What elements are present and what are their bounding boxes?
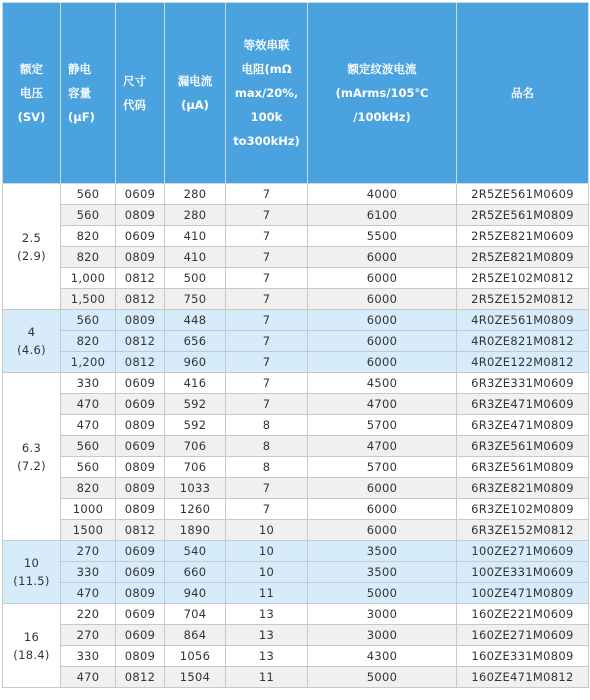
capacitor-spec-table: [2, 2, 589, 688]
leakage-cell: 660: [165, 562, 226, 583]
capacitance-cell: 470: [61, 415, 116, 436]
size-code-cell: 0609: [116, 436, 165, 457]
part-number-cell: 2R5ZE561M0809: [457, 205, 589, 226]
esr-cell: 11: [226, 583, 308, 604]
size-code-cell: 0609: [116, 226, 165, 247]
ripple-cell: 3000: [308, 625, 457, 646]
ripple-cell: 5500: [308, 226, 457, 247]
table-row: [3, 331, 589, 352]
capacitance-cell: 220: [61, 604, 116, 625]
size-code-cell: 0609: [116, 373, 165, 394]
leakage-cell: 960: [165, 352, 226, 373]
esr-cell: 7: [226, 394, 308, 415]
leakage-cell: 706: [165, 457, 226, 478]
ripple-cell: 6000: [308, 268, 457, 289]
size-code-cell: 0609: [116, 625, 165, 646]
ripple-cell: 3500: [308, 562, 457, 583]
ripple-cell: 5700: [308, 415, 457, 436]
capacitance-cell: 1,500: [61, 289, 116, 310]
part-number-cell: 4R0ZE821M0812: [457, 331, 589, 352]
table-row: [3, 436, 589, 457]
part-number-cell: 100ZE271M0609: [457, 541, 589, 562]
esr-cell: 7: [226, 289, 308, 310]
leakage-cell: 1033: [165, 478, 226, 499]
voltage-group-cell: [3, 184, 61, 310]
capacitance-cell: 820: [61, 247, 116, 268]
ripple-cell: 6000: [308, 520, 457, 541]
ripple-cell: 6100: [308, 205, 457, 226]
ripple-cell: 6000: [308, 247, 457, 268]
table-row: [3, 352, 589, 373]
esr-cell: 7: [226, 310, 308, 331]
size-code-cell: 0812: [116, 289, 165, 310]
capacitance-cell: 1500: [61, 520, 116, 541]
table-row: [3, 499, 589, 520]
leakage-cell: 750: [165, 289, 226, 310]
ripple-cell: 5700: [308, 457, 457, 478]
esr-cell: 7: [226, 352, 308, 373]
capacitance-cell: 270: [61, 625, 116, 646]
surge-voltage-value: (11.5): [13, 574, 50, 588]
capacitance-cell: 560: [61, 310, 116, 331]
table-row: [3, 205, 589, 226]
size-code-cell: 0609: [116, 184, 165, 205]
leakage-cell: 448: [165, 310, 226, 331]
esr-cell: 13: [226, 646, 308, 667]
esr-cell: 7: [226, 478, 308, 499]
voltage-group-cell: [3, 541, 61, 604]
esr-cell: 7: [226, 373, 308, 394]
voltage-group-cell: [3, 604, 61, 688]
part-number-cell: 160ZE471M0812: [457, 667, 589, 688]
part-number-cell: 160ZE331M0809: [457, 646, 589, 667]
rated-voltage-value: 6.3: [21, 440, 42, 455]
capacitance-cell: 470: [61, 667, 116, 688]
capacitance-cell: 1000: [61, 499, 116, 520]
header-leakage-current: 漏电流 (μA): [165, 3, 226, 184]
esr-cell: 13: [226, 625, 308, 646]
part-number-cell: 2R5ZE152M0812: [457, 289, 589, 310]
esr-cell: 11: [226, 667, 308, 688]
part-number-cell: 4R0ZE122M0812: [457, 352, 589, 373]
esr-cell: 7: [226, 226, 308, 247]
esr-cell: 7: [226, 184, 308, 205]
table-row: [3, 604, 589, 625]
table-row: [3, 583, 589, 604]
leakage-cell: 656: [165, 331, 226, 352]
capacitance-cell: 470: [61, 583, 116, 604]
ripple-cell: 5000: [308, 667, 457, 688]
ripple-cell: 6000: [308, 310, 457, 331]
table-row: [3, 373, 589, 394]
surge-voltage-value: (7.2): [17, 458, 46, 473]
esr-cell: 7: [226, 247, 308, 268]
size-code-cell: 0812: [116, 331, 165, 352]
ripple-cell: 4700: [308, 436, 457, 457]
rated-voltage-value: 10: [23, 556, 40, 570]
size-code-cell: 0812: [116, 268, 165, 289]
voltage-group-cell: [3, 373, 61, 541]
part-number-cell: 100ZE331M0609: [457, 562, 589, 583]
ripple-cell: 6000: [308, 352, 457, 373]
part-number-cell: 2R5ZE561M0609: [457, 184, 589, 205]
capacitance-cell: 1,200: [61, 352, 116, 373]
capacitance-cell: 470: [61, 394, 116, 415]
size-code-cell: 0809: [116, 646, 165, 667]
table-row: [3, 457, 589, 478]
capacitance-cell: 820: [61, 331, 116, 352]
table-row: [3, 625, 589, 646]
size-code-cell: 0809: [116, 457, 165, 478]
size-code-cell: 0809: [116, 583, 165, 604]
part-number-cell: 6R3ZE471M0809: [457, 415, 589, 436]
table-row: [3, 289, 589, 310]
table-row: [3, 520, 589, 541]
surge-voltage-value: (18.4): [13, 647, 50, 662]
table-row: [3, 247, 589, 268]
surge-voltage-value: (2.9): [17, 248, 46, 263]
leakage-cell: 500: [165, 268, 226, 289]
table-body: [3, 184, 589, 688]
leakage-cell: 280: [165, 205, 226, 226]
table-row: [3, 268, 589, 289]
table-row: [3, 310, 589, 331]
leakage-cell: 410: [165, 226, 226, 247]
capacitance-cell: 330: [61, 646, 116, 667]
part-number-cell: 6R3ZE152M0812: [457, 520, 589, 541]
ripple-cell: 4300: [308, 646, 457, 667]
leakage-cell: 706: [165, 436, 226, 457]
ripple-cell: 6000: [308, 331, 457, 352]
table-row: [3, 667, 589, 688]
capacitance-cell: 560: [61, 457, 116, 478]
header-ripple-current: 额定纹波电流 (mArms/105℃ /100kHz): [308, 3, 457, 184]
size-code-cell: 0809: [116, 247, 165, 268]
surge-voltage-value: (4.6): [17, 343, 46, 357]
rated-voltage-value: 16: [23, 629, 40, 644]
esr-cell: 10: [226, 562, 308, 583]
table-row: [3, 478, 589, 499]
part-number-cell: 2R5ZE102M0812: [457, 268, 589, 289]
capacitance-cell: 560: [61, 184, 116, 205]
esr-cell: 10: [226, 541, 308, 562]
size-code-cell: 0812: [116, 352, 165, 373]
size-code-cell: 0609: [116, 394, 165, 415]
table-row: [3, 646, 589, 667]
table-row: [3, 562, 589, 583]
table-row: [3, 226, 589, 247]
part-number-cell: 6R3ZE561M0609: [457, 436, 589, 457]
leakage-cell: 940: [165, 583, 226, 604]
capacitance-cell: 560: [61, 436, 116, 457]
ripple-cell: 6000: [308, 289, 457, 310]
table-header-row: [3, 3, 589, 184]
size-code-cell: 0809: [116, 415, 165, 436]
size-code-cell: 0812: [116, 667, 165, 688]
leakage-cell: 1260: [165, 499, 226, 520]
ripple-cell: 4000: [308, 184, 457, 205]
size-code-cell: 0809: [116, 478, 165, 499]
table-row: [3, 184, 589, 205]
capacitance-cell: 330: [61, 373, 116, 394]
leakage-cell: 540: [165, 541, 226, 562]
size-code-cell: 0812: [116, 520, 165, 541]
ripple-cell: 3500: [308, 541, 457, 562]
leakage-cell: 280: [165, 184, 226, 205]
esr-cell: 10: [226, 520, 308, 541]
leakage-cell: 416: [165, 373, 226, 394]
leakage-cell: 592: [165, 415, 226, 436]
esr-cell: 7: [226, 331, 308, 352]
table-row: [3, 394, 589, 415]
leakage-cell: 1504: [165, 667, 226, 688]
capacitance-cell: 820: [61, 478, 116, 499]
ripple-cell: 5000: [308, 583, 457, 604]
ripple-cell: 4700: [308, 394, 457, 415]
size-code-cell: 0609: [116, 604, 165, 625]
voltage-group-cell: [3, 310, 61, 373]
esr-cell: 7: [226, 268, 308, 289]
part-number-cell: 2R5ZE821M0809: [457, 247, 589, 268]
part-number-cell: 100ZE471M0809: [457, 583, 589, 604]
ripple-cell: 6000: [308, 478, 457, 499]
esr-cell: 13: [226, 604, 308, 625]
part-number-cell: 4R0ZE561M0809: [457, 310, 589, 331]
leakage-cell: 864: [165, 625, 226, 646]
esr-cell: 8: [226, 436, 308, 457]
esr-cell: 8: [226, 457, 308, 478]
ripple-cell: 3000: [308, 604, 457, 625]
esr-cell: 7: [226, 205, 308, 226]
table-row: [3, 415, 589, 436]
header-esr: 等效串联 电阻(mΩ max/20%, 100k to300kHz): [226, 3, 308, 184]
size-code-cell: 0809: [116, 205, 165, 226]
size-code-cell: 0809: [116, 499, 165, 520]
capacitance-cell: 1,000: [61, 268, 116, 289]
rated-voltage-value: 4: [27, 325, 36, 339]
leakage-cell: 1056: [165, 646, 226, 667]
leakage-cell: 704: [165, 604, 226, 625]
header-rated-voltage: 额定 电压 (SV): [3, 3, 61, 184]
part-number-cell: 6R3ZE331M0609: [457, 373, 589, 394]
part-number-cell: 2R5ZE821M0609: [457, 226, 589, 247]
size-code-cell: 0609: [116, 562, 165, 583]
ripple-cell: 6000: [308, 499, 457, 520]
capacitance-cell: 820: [61, 226, 116, 247]
part-number-cell: 6R3ZE471M0609: [457, 394, 589, 415]
part-number-cell: 160ZE221M0609: [457, 604, 589, 625]
header-part-number: 品名: [457, 3, 589, 184]
rated-voltage-value: 2.5: [21, 230, 42, 245]
leakage-cell: 410: [165, 247, 226, 268]
leakage-cell: 1890: [165, 520, 226, 541]
esr-cell: 7: [226, 499, 308, 520]
capacitance-cell: 270: [61, 541, 116, 562]
capacitance-cell: 330: [61, 562, 116, 583]
header-capacitance: 静电 容量 (μF): [61, 3, 116, 184]
part-number-cell: 6R3ZE821M0809: [457, 478, 589, 499]
size-code-cell: 0609: [116, 541, 165, 562]
capacitance-cell: 560: [61, 205, 116, 226]
leakage-cell: 592: [165, 394, 226, 415]
part-number-cell: 160ZE271M0609: [457, 625, 589, 646]
ripple-cell: 4500: [308, 373, 457, 394]
header-size-code: 尺寸 代码: [116, 3, 165, 184]
size-code-cell: 0809: [116, 310, 165, 331]
part-number-cell: 6R3ZE102M0809: [457, 499, 589, 520]
table-row: [3, 541, 589, 562]
part-number-cell: 6R3ZE561M0809: [457, 457, 589, 478]
esr-cell: 8: [226, 415, 308, 436]
